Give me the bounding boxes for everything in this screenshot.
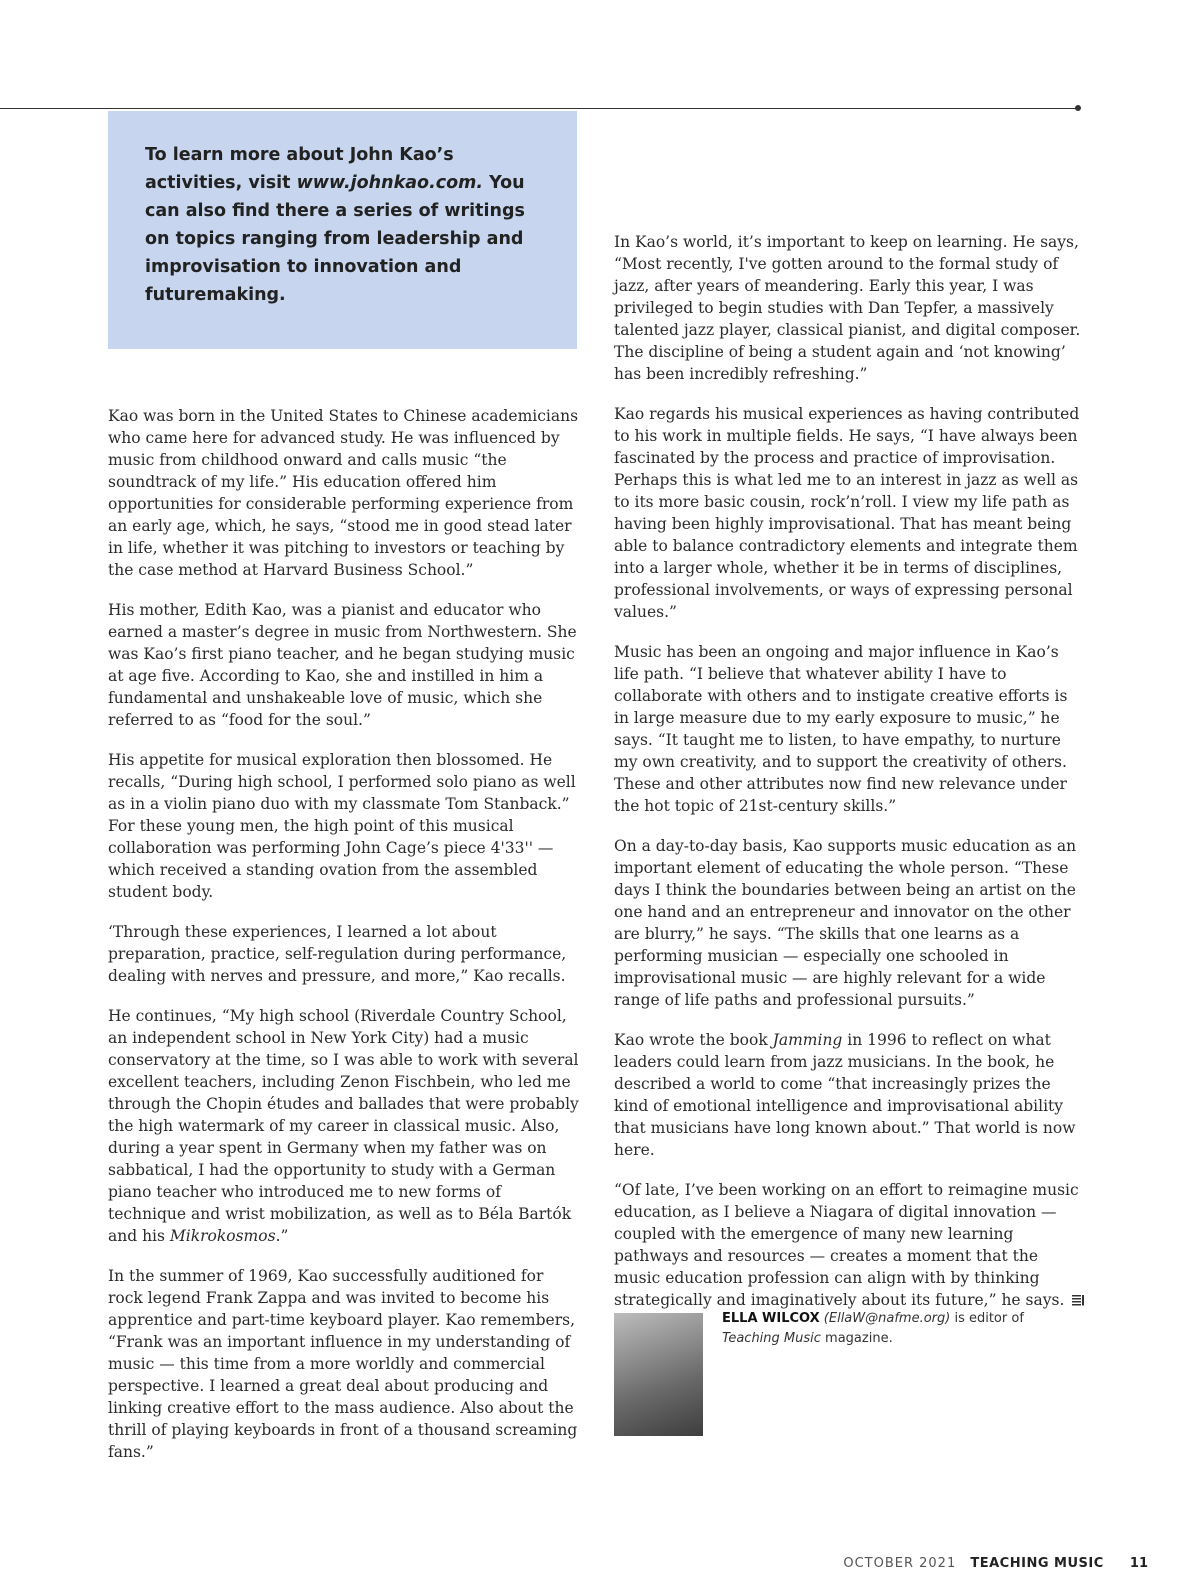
paragraph: Kao regards his musical experiences as having contributed to his work in multiple fields. He says, “I have always been fascinated by the process and practice of improvisation. Perhaps this is what led me to an interest in jazz as well as to its more basic cousin, rock’n’roll. I view my life path as having been highly improvisational. That has meant being able to balance contradictory elements and integrate them into a larger whole, whether it be in terms of disciplines, professional involvements, or ways of expressing personal values.” [614,405,1080,621]
paragraph: In the summer of 1969, Kao successfully auditioned for rock legend Frank Zappa and was invited to become his apprentice and part-time keyboard player. Kao remembers, “Frank was an important influence in my understanding of music — this time from a more worldly and commercial perspective. I learned a great deal about producing and linking creative effort to the mass audience. Also about the thrill of playing keyboards in front of a thousand screaming fans.” [108,1267,578,1461]
paragraph: “Of late, I’ve been working on an effort to reimagine music education, as I believe a Niagara of digital innovation — coupled with the emergence of many new learning pathways and resources — creates a moment that the music education profession can align with by thinking strategically and imaginatively about its future,” he says. [614,1179,1086,1311]
author-photo [614,1313,703,1436]
website-link[interactable]: www.johnkao.com. [296,173,483,193]
paragraph: He continues, “My high school (Riverdale Country School, an independent school in New York City) had a music conservatory at the time, so I was able to work with several excellent teachers, including Zenon Fischbein, who led me through the Chopin études and ballades that were probably the high watermark of my career in classical music. Also, during a year spent in Germany when my father was on sabbatical, I had the opportunity to study with a German piano teacher who introduced me to new forms of technique and wrist mobilization, as well as to Béla Bartók and his Mikrokosmos.” [108,1007,579,1245]
right-column [614,231,1086,1329]
magazine-title: TEACHING MUSIC [970,1556,1104,1571]
paragraph: ‘Through these experiences, I learned a lot about preparation, practice, self-regulation during performance, dealing with nerves and pressure, and more,” Kao recalls. [108,923,567,985]
paragraph: In Kao’s world, it’s important to keep on learning. He says, “Most recently, I've gotten around to the formal study of jazz, after years of meandering. Early this year, I was privileged to begin studies with Dan Tepfer, a massively talented jazz player, classical pianist, and digital composer. The discipline of being a student again and ‘not knowing’ has been incredibly refreshing.” [614,233,1081,383]
top-rule [0,108,1078,109]
paragraph: On a day-to-day basis, Kao supports music education as an important element of educating the whole person. “These days I think the boundaries between being an artist on the one hand and an entrepreneur and innovator on the other are blurry,” he says. “The skills that one learns as a performing musician — especially one schooled in improvisational music — are highly relevant for a wide range of life paths and professional pursuits.” [614,837,1077,1009]
paragraph: His appetite for musical exploration then blossomed. He recalls, “During high school, I performed solo piano as well as in a violin piano duo with my classmate Tom Stanback.” For these young men, the high point of this musical collaboration was performing John Cage’s piece 4'33'' — which received a standing ovation from the assembled student body. [108,751,576,901]
paragraph: Kao was born in the United States to Chinese academicians who came here for advanced study. He was influenced by music from childhood onward and calls music “the soundtrack of my life.” His education offered him opportunities for considerable performing experience from an early age, which, he says, “stood me in good stead later in life, whether it was pitching to investors or teaching by the case method at Harvard Business School.” [108,407,579,579]
end-mark-icon [1072,1294,1084,1306]
left-column [108,405,582,1481]
paragraph: Kao wrote the book Jamming in 1996 to reflect on what leaders could learn from jazz musicians. In the book, he described a world to come “that increasingly prizes the kind of emotional intelligence and improvisational ability that musicians have long known about.” That world is now here. [614,1031,1076,1159]
paragraph: Music has been an ongoing and major influence in Kao’s life path. “I believe that whatever ability I have to collaborate with others and to instigate creative efforts is in large measure due to my early exposure to music,” he says. “It taught me to listen, to have empathy, to nurture my own creativity, and to support the creativity of others. These and other attributes now find new relevance under the hot topic of 21st-century skills.” [614,643,1068,815]
author-email[interactable]: (EllaW@nafme.org) [823,1311,951,1326]
page-footer [843,1556,1148,1571]
paragraph: His mother, Edith Kao, was a pianist and educator who earned a master’s degree in music from Northwestern. She was Kao’s first piano teacher, and he began studying music at age five. According to Kao, she and instilled in him a fundamental and unshakeable love of music, which she referred to as “food for the soul.” [108,601,577,729]
sidebar-text: To learn more about John Kao’s activities, visit www.johnkao.com. You can also find there a series of writings on topics ranging from leadership and improvisation to innovation and futuremaking. [145,145,525,305]
bio-text: ELLA WILCOX (EllaW@nafme.org) is editor of Teaching Music magazine. [722,1311,1024,1346]
issue-date: OCTOBER 2021 [843,1556,957,1571]
page-number: 11 [1129,1556,1148,1571]
top-rule-dot [1075,105,1081,111]
